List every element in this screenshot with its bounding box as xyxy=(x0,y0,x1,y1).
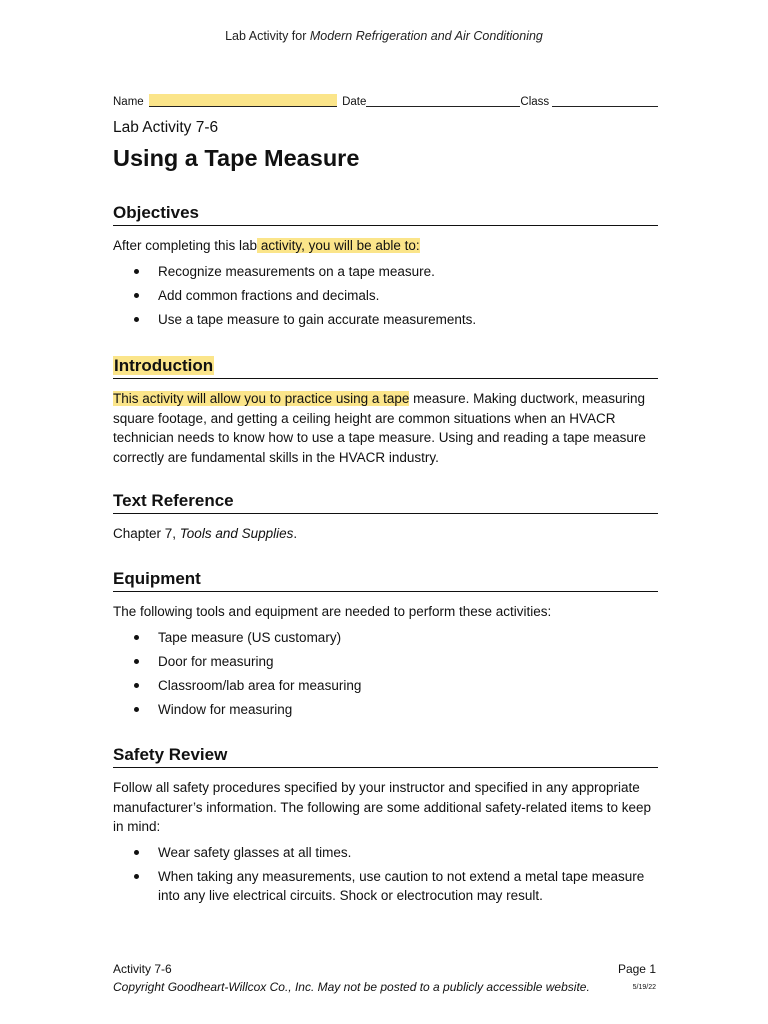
safety-text: Wear safety glasses at all times. xyxy=(158,844,352,860)
list-item xyxy=(113,652,658,671)
list-item xyxy=(113,700,658,719)
bullet-icon xyxy=(134,683,139,688)
footer-copyright: Copyright Goodheart-Willcox Co., Inc. May not be posted to a publicly accessible website. xyxy=(113,980,590,994)
introduction-heading xyxy=(113,356,658,379)
bullet-icon xyxy=(134,659,139,664)
text-reference-section xyxy=(113,491,658,544)
objectives-intro xyxy=(113,236,658,256)
introduction-text-highlight: This activity will allow you to practice using a tape xyxy=(113,391,410,406)
list-item xyxy=(113,843,658,862)
objectives-section xyxy=(113,203,658,334)
activity-number: Lab Activity 7-6 xyxy=(113,119,219,136)
list-item xyxy=(113,286,658,305)
bullet-icon xyxy=(134,317,139,322)
equipment-list xyxy=(113,628,658,719)
introduction-heading-text: Introduction xyxy=(114,356,214,375)
footer-revision-date: 5/19/22 xyxy=(632,984,656,991)
footer-activity: Activity 7-6 xyxy=(113,962,172,976)
chapter-number: Chapter 7, xyxy=(113,526,180,541)
date-field[interactable] xyxy=(366,95,520,107)
equipment-heading: Equipment xyxy=(113,569,658,592)
introduction-text-rest: measure. Making ductwork, measuring square footage, and getting a ceiling height are common situations when an HVACR technician needs to know how to use a tape measure. Using and reading a tape measure correctly are fundamental skills in the HVACR industry. xyxy=(113,391,646,465)
text-reference-heading: Text Reference xyxy=(113,491,658,514)
equipment-text: Classroom/lab area for measuring xyxy=(158,677,362,693)
list-item xyxy=(113,310,658,329)
bullet-icon xyxy=(134,874,139,879)
objectives-intro-plain: After completing this lab xyxy=(113,238,258,253)
running-header-book-title: Modern Refrigeration and Air Conditioning xyxy=(309,29,543,43)
objective-text: Add common fractions and decimals. xyxy=(158,287,380,303)
chapter-period: . xyxy=(293,526,298,541)
running-header-prefix: Lab Activity for xyxy=(225,29,310,43)
objectives-heading: Objectives xyxy=(113,203,658,226)
equipment-text: Tape measure (US customary) xyxy=(158,629,342,645)
equipment-text: Door for measuring xyxy=(158,653,274,669)
name-field[interactable] xyxy=(149,94,337,107)
class-field[interactable] xyxy=(552,95,658,107)
objectives-intro-highlight: activity, you will be able to: xyxy=(257,238,420,253)
equipment-intro: The following tools and equipment are needed to perform these activities: xyxy=(113,604,552,619)
introduction-section xyxy=(113,356,658,467)
bullet-icon xyxy=(134,635,139,640)
name-label: Name xyxy=(113,96,144,108)
list-item xyxy=(113,262,658,281)
chapter-title: Tools and Supplies xyxy=(179,526,294,541)
safety-review-section xyxy=(113,745,658,910)
footer-page-number: Page 1 xyxy=(617,962,656,976)
objective-text: Use a tape measure to gain accurate measurements. xyxy=(158,311,477,327)
text-reference-text xyxy=(113,524,658,544)
page-title: Using a Tape Measure xyxy=(113,145,360,171)
bullet-icon xyxy=(134,269,139,274)
bullet-icon xyxy=(134,850,139,855)
equipment-section xyxy=(113,569,658,724)
bullet-icon xyxy=(134,707,139,712)
bullet-icon xyxy=(134,293,139,298)
introduction-text xyxy=(113,389,658,467)
safety-list xyxy=(113,843,658,905)
running-header xyxy=(0,29,768,43)
objectives-list xyxy=(113,262,658,329)
safety-review-intro: Follow all safety procedures specified by your instructor and specified in any appropriate manufacturer’s information. The following are some additional safety-related items to keep in mind: xyxy=(113,780,652,834)
list-item xyxy=(113,867,658,905)
list-item xyxy=(113,676,658,695)
safety-text: When taking any measurements, use caution to not extend a metal tape measure into any live electrical circuits. Shock or electrocution may result. xyxy=(158,868,645,903)
student-info-row xyxy=(113,94,658,108)
date-label: Date xyxy=(342,96,367,108)
objective-text: Recognize measurements on a tape measure. xyxy=(158,263,435,279)
safety-review-heading: Safety Review xyxy=(113,745,658,768)
class-label: Class xyxy=(520,96,550,108)
equipment-text: Window for measuring xyxy=(158,701,293,717)
list-item xyxy=(113,628,658,647)
